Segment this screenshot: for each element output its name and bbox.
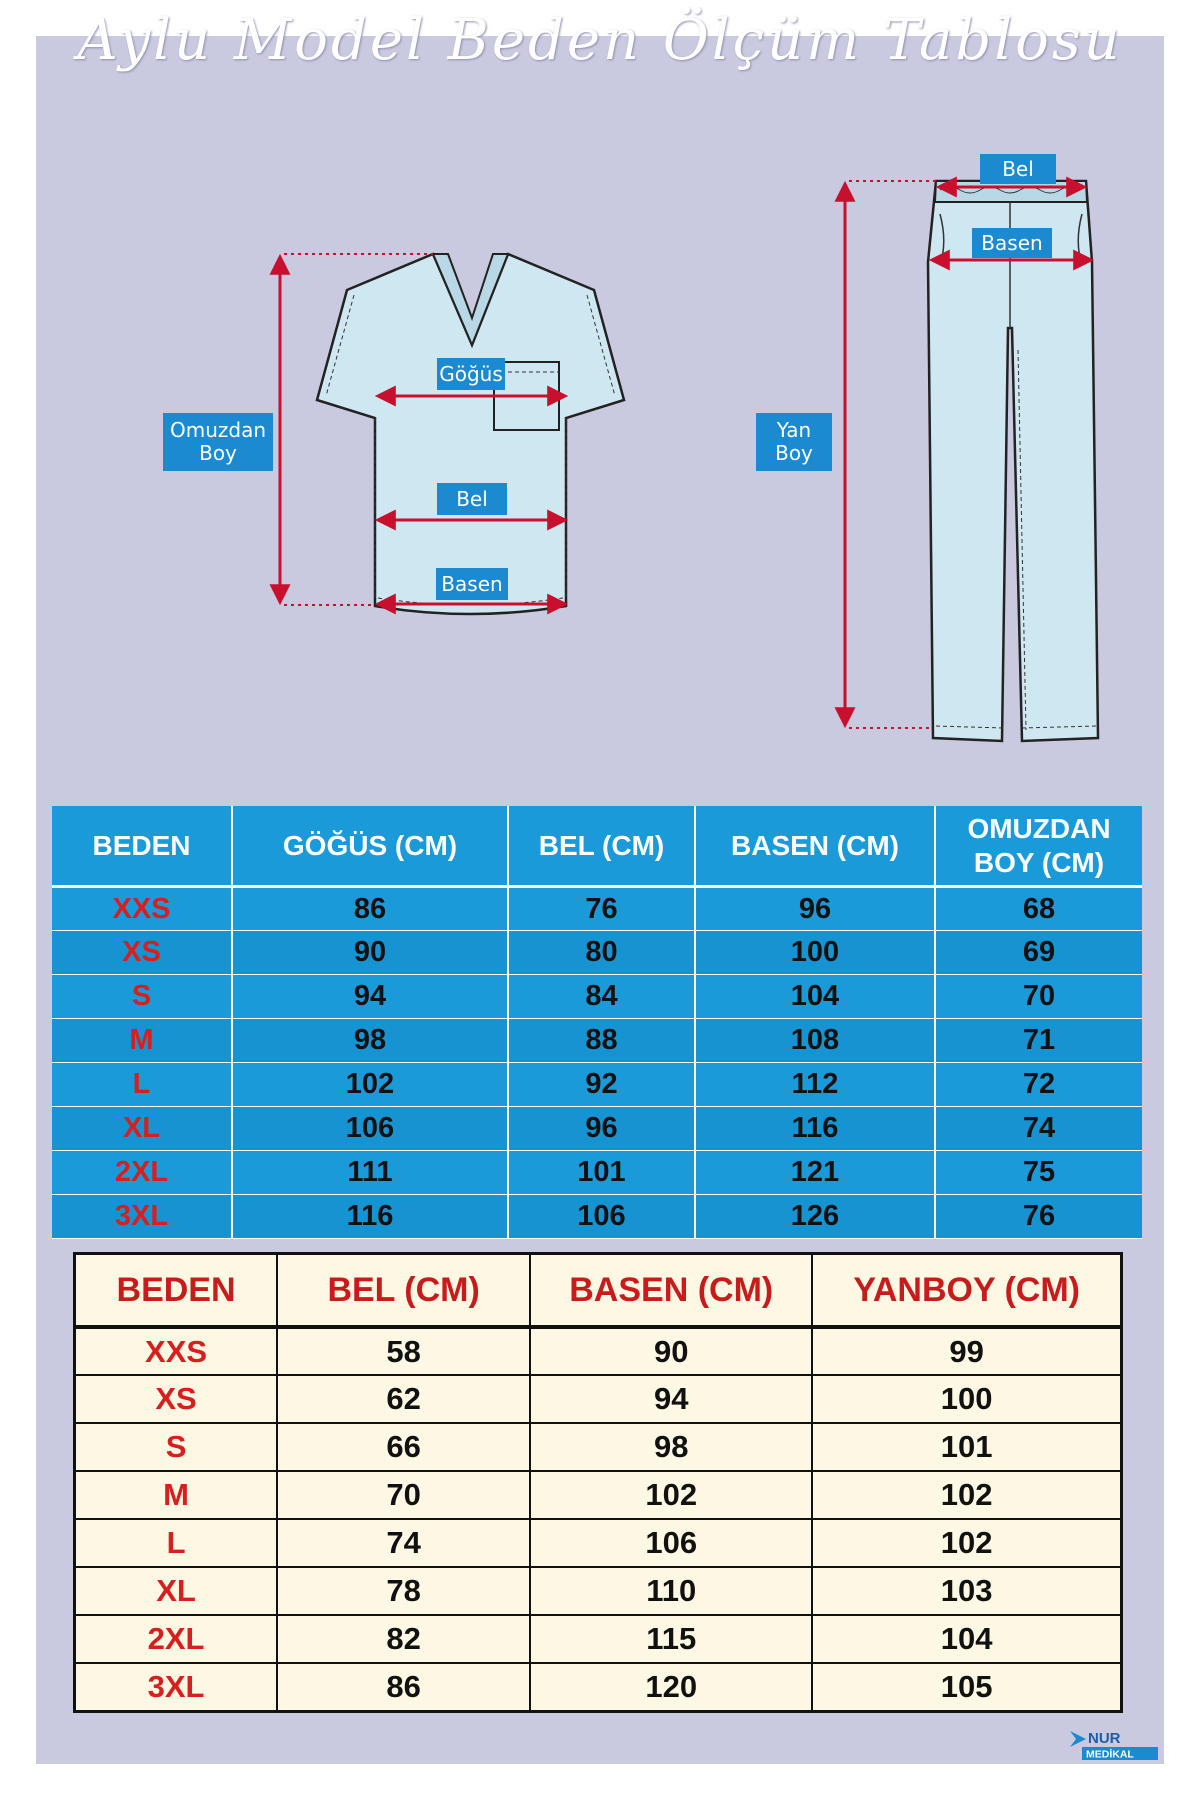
size-cell: 2XL (75, 1615, 278, 1663)
scrub-pants-illustration (928, 181, 1098, 741)
value-cell: 106 (530, 1519, 812, 1567)
bottom-header-bel: BEL (CM) (277, 1254, 530, 1328)
bottom-table-row (75, 1663, 1122, 1711)
value-cell: 106 (508, 1195, 695, 1239)
size-cell: S (75, 1423, 278, 1471)
value-cell: 100 (812, 1375, 1121, 1423)
top-header-basen: BASEN (CM) (695, 806, 935, 887)
top-table-row (52, 931, 1142, 975)
size-cell: XL (75, 1567, 278, 1615)
value-cell: 94 (530, 1375, 812, 1423)
size-cell: L (52, 1063, 232, 1107)
top-header-omuzdan-line2: BOY (CM) (973, 846, 1105, 878)
label-pants-bel: Bel (980, 154, 1056, 184)
value-cell: 86 (277, 1663, 530, 1711)
value-cell: 101 (812, 1423, 1121, 1471)
value-cell: 120 (530, 1663, 812, 1711)
value-cell: 80 (508, 931, 695, 975)
size-cell: S (52, 975, 232, 1019)
value-cell: 75 (935, 1151, 1142, 1195)
value-cell: 112 (695, 1063, 935, 1107)
value-cell: 104 (695, 975, 935, 1019)
value-cell: 69 (935, 931, 1142, 975)
top-table-row (52, 975, 1142, 1019)
size-cell: XS (75, 1375, 278, 1423)
value-cell: 86 (232, 887, 508, 931)
label-omuzdan-boy (163, 413, 273, 471)
value-cell: 72 (935, 1063, 1142, 1107)
value-cell: 66 (277, 1423, 530, 1471)
bottom-table-row (75, 1327, 1122, 1375)
size-cell: XXS (52, 887, 232, 931)
label-omuzdan-boy-line1: Omuzdan (169, 418, 267, 442)
value-cell: 58 (277, 1327, 530, 1375)
top-table-row (52, 1151, 1142, 1195)
top-header-bel: BEL (CM) (508, 806, 695, 887)
top-header-gogus: GÖĞÜS (CM) (232, 806, 508, 887)
value-cell: 110 (530, 1567, 812, 1615)
value-cell: 115 (530, 1615, 812, 1663)
size-cell: L (75, 1519, 278, 1567)
value-cell: 106 (232, 1107, 508, 1151)
bottom-header-beden: BEDEN (75, 1254, 278, 1328)
top-table-row (52, 1195, 1142, 1239)
value-cell: 102 (812, 1519, 1121, 1567)
label-pants-basen: Basen (972, 228, 1052, 258)
value-cell: 98 (530, 1423, 812, 1471)
value-cell: 103 (812, 1567, 1121, 1615)
label-yan-boy-line1: Yan (776, 418, 812, 442)
top-header-omuzdan-boy (935, 806, 1142, 887)
label-shirt-basen: Basen (436, 568, 508, 600)
bottom-table-row (75, 1567, 1122, 1615)
top-header-omuzdan-line1: OMUZDAN (967, 812, 1111, 844)
bottom-table-row (75, 1471, 1122, 1519)
value-cell: 70 (277, 1471, 530, 1519)
logo-arrow-icon (1070, 1731, 1086, 1747)
value-cell: 82 (277, 1615, 530, 1663)
value-cell: 102 (812, 1471, 1121, 1519)
value-cell: 76 (508, 887, 695, 931)
bottom-header-yanboy: YANBOY (CM) (812, 1254, 1121, 1328)
label-omuzdan-boy-line2: Boy (199, 441, 237, 465)
value-cell: 100 (695, 931, 935, 975)
size-cell: 3XL (75, 1663, 278, 1711)
top-table-header-row (52, 806, 1142, 887)
value-cell: 116 (695, 1107, 935, 1151)
bottom-table-row (75, 1615, 1122, 1663)
size-cell: M (52, 1019, 232, 1063)
value-cell: 70 (935, 975, 1142, 1019)
value-cell: 121 (695, 1151, 935, 1195)
bottom-table-header-row (75, 1254, 1122, 1328)
bottom-header-basen: BASEN (CM) (530, 1254, 812, 1328)
value-cell: 116 (232, 1195, 508, 1239)
value-cell: 88 (508, 1019, 695, 1063)
value-cell: 94 (232, 975, 508, 1019)
top-size-table (52, 806, 1142, 1239)
value-cell: 111 (232, 1151, 508, 1195)
value-cell: 98 (232, 1019, 508, 1063)
size-cell: 2XL (52, 1151, 232, 1195)
size-cell: XXS (75, 1327, 278, 1375)
size-cell: 3XL (52, 1195, 232, 1239)
top-table-row (52, 887, 1142, 931)
value-cell: 74 (277, 1519, 530, 1567)
bottom-table-row (75, 1519, 1122, 1567)
label-shirt-bel: Bel (437, 483, 507, 515)
value-cell: 71 (935, 1019, 1142, 1063)
value-cell: 96 (508, 1107, 695, 1151)
scrub-top-illustration (317, 254, 624, 614)
bottom-table-row (75, 1375, 1122, 1423)
bottom-table-row (75, 1423, 1122, 1471)
top-table-row (52, 1019, 1142, 1063)
page-title: Aylu Model Beden Ölçüm Tablosu (77, 8, 1123, 73)
value-cell: 76 (935, 1195, 1142, 1239)
size-cell: M (75, 1471, 278, 1519)
label-gogus: Göğüs (437, 358, 505, 390)
value-cell: 96 (695, 887, 935, 931)
value-cell: 104 (812, 1615, 1121, 1663)
value-cell: 90 (232, 931, 508, 975)
value-cell: 102 (232, 1063, 508, 1107)
top-table-row (52, 1063, 1142, 1107)
value-cell: 62 (277, 1375, 530, 1423)
size-cell: XS (52, 931, 232, 975)
value-cell: 90 (530, 1327, 812, 1375)
value-cell: 99 (812, 1327, 1121, 1375)
logo-line1: NUR (1088, 1730, 1121, 1747)
size-cell: XL (52, 1107, 232, 1151)
top-header-beden: BEDEN (52, 806, 232, 887)
value-cell: 92 (508, 1063, 695, 1107)
nur-medikal-logo (1068, 1728, 1160, 1762)
value-cell: 84 (508, 975, 695, 1019)
value-cell: 68 (935, 887, 1142, 931)
value-cell: 105 (812, 1663, 1121, 1711)
value-cell: 74 (935, 1107, 1142, 1151)
label-yan-boy (756, 413, 832, 471)
value-cell: 102 (530, 1471, 812, 1519)
label-yan-boy-line2: Boy (775, 441, 813, 465)
value-cell: 101 (508, 1151, 695, 1195)
top-table-row (52, 1107, 1142, 1151)
logo-line2: MEDİKAL (1086, 1748, 1134, 1761)
value-cell: 78 (277, 1567, 530, 1615)
garment-diagram (0, 0, 1200, 800)
bottom-size-table (73, 1252, 1123, 1713)
value-cell: 108 (695, 1019, 935, 1063)
value-cell: 126 (695, 1195, 935, 1239)
